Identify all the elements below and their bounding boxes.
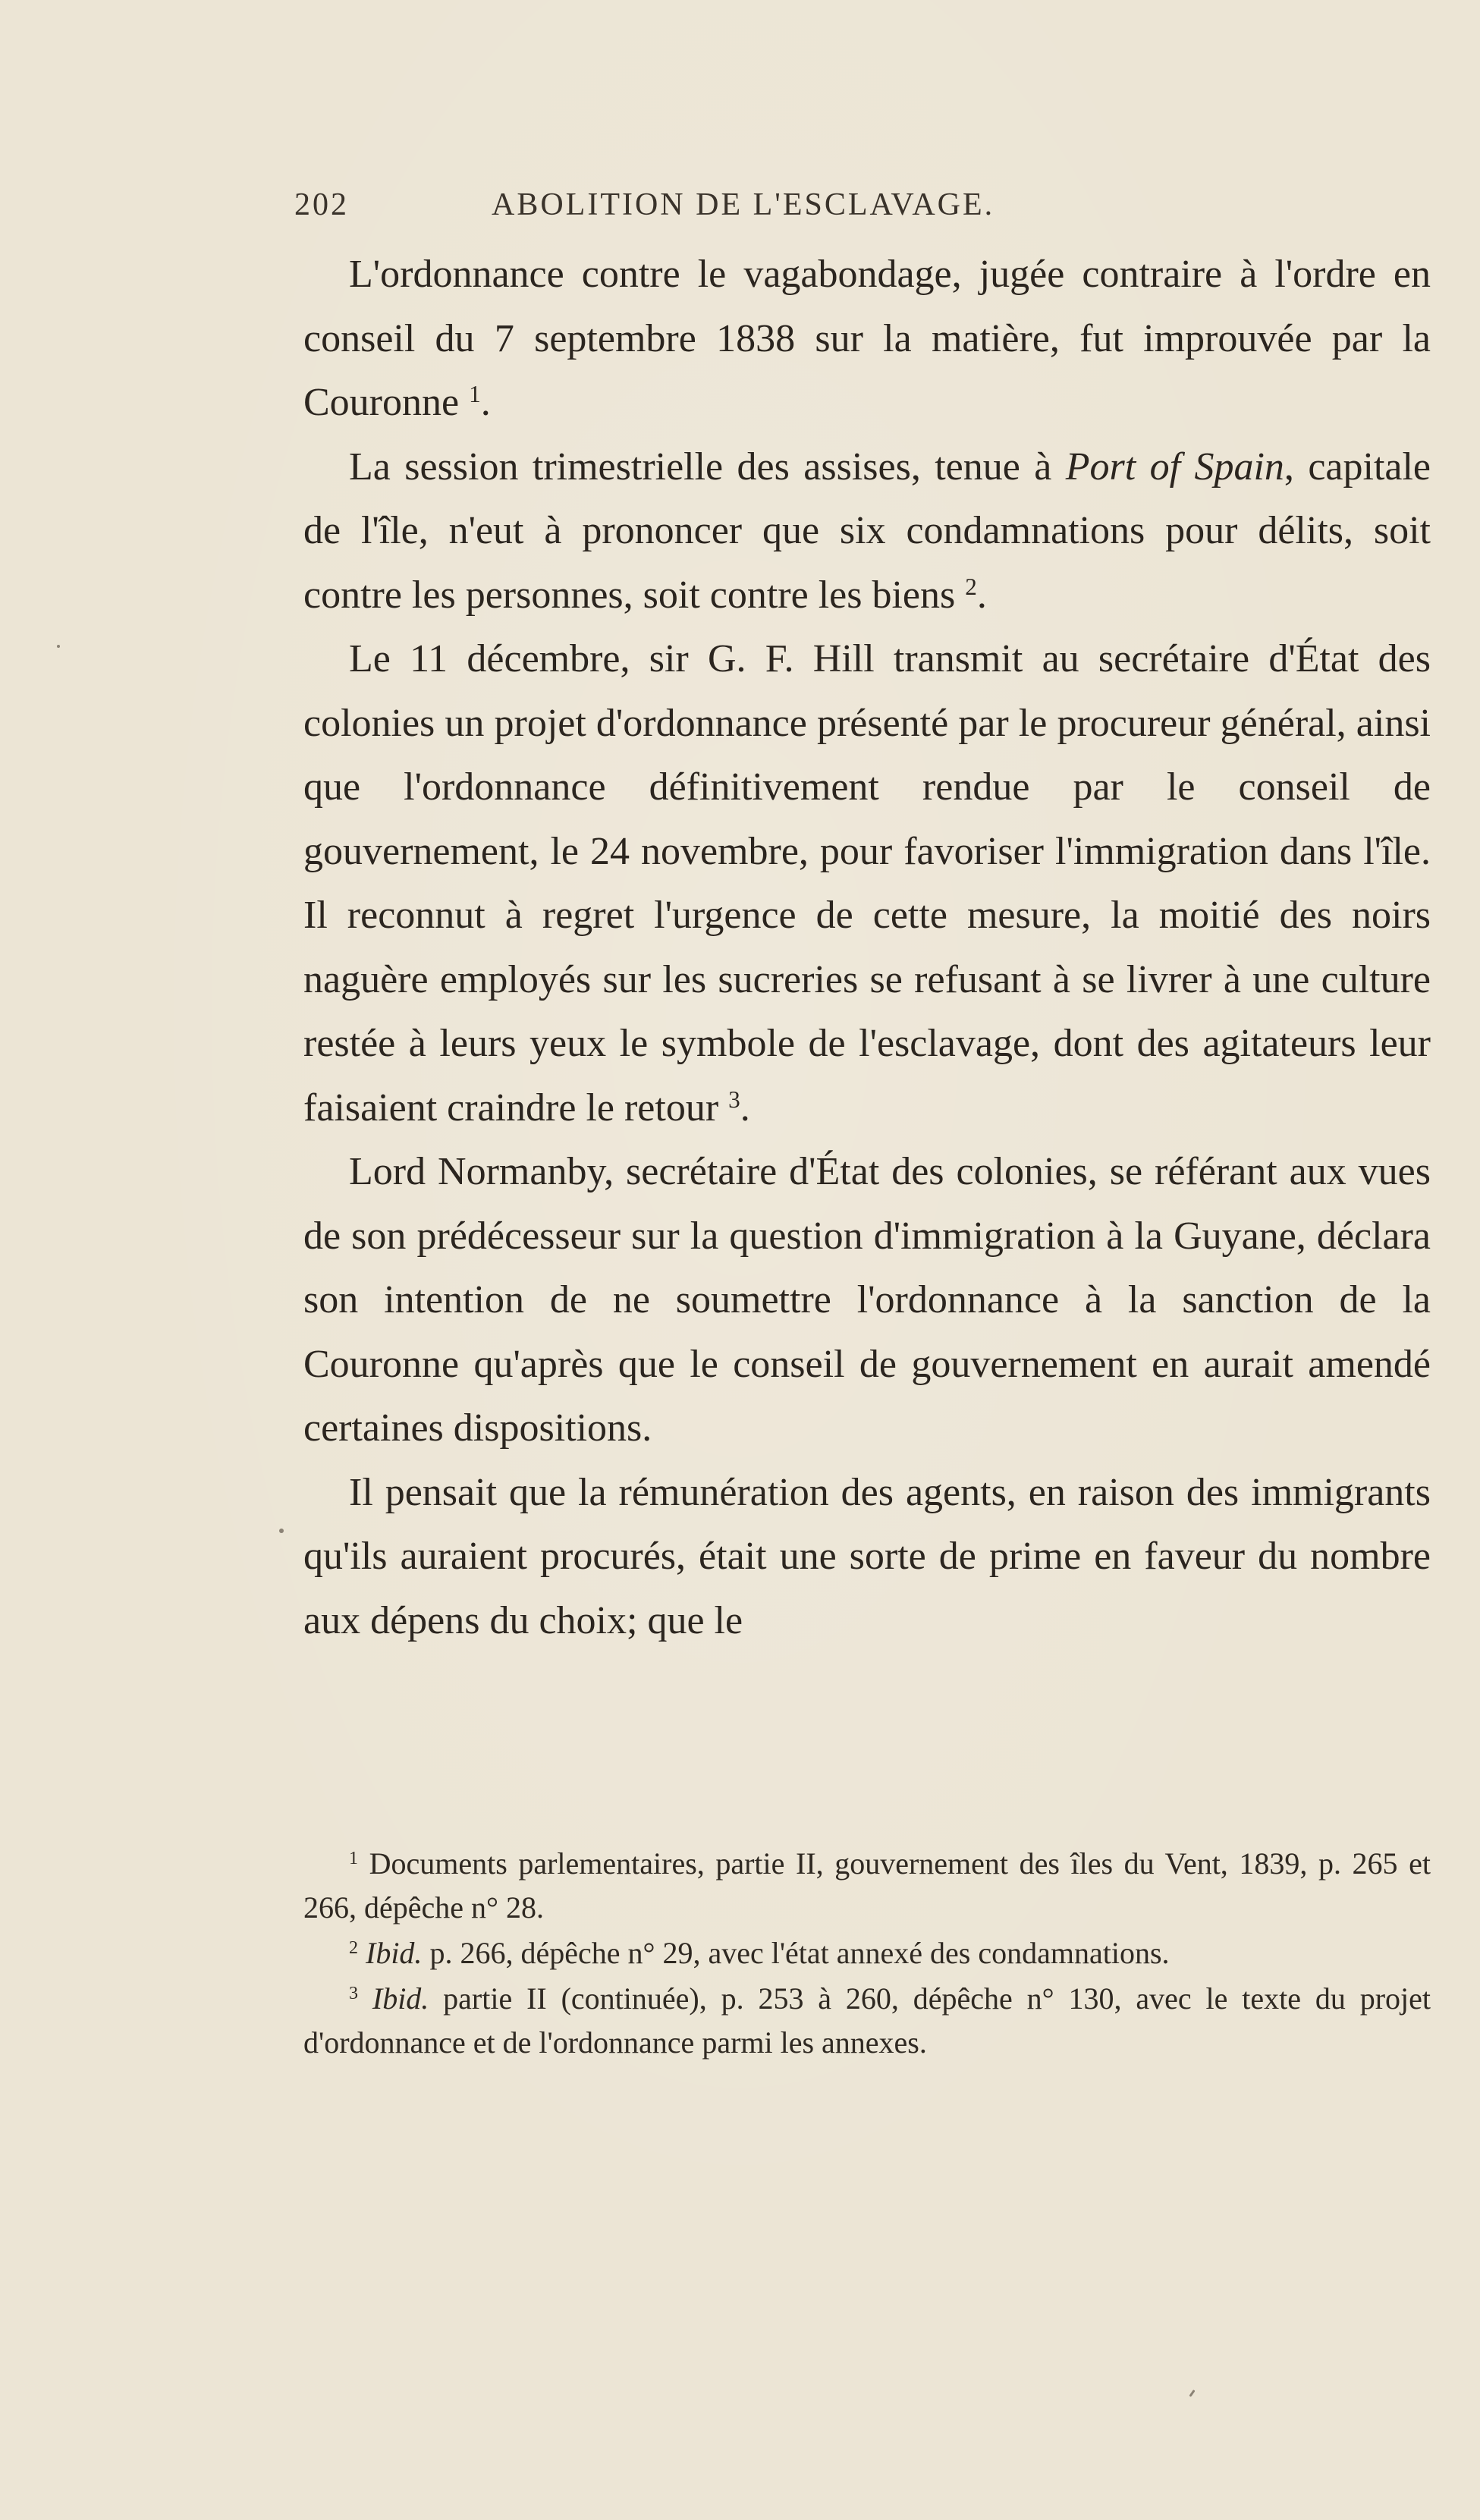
footnote-text: Documents parlementaires, partie II, gouvernement des îles du Vent, 1839, p. 265 et 266, dépêche n° 28. (303, 1846, 1431, 1925)
footnote-number: 2 (349, 1937, 358, 1958)
footnote (303, 1842, 1431, 1930)
text-run: , capitale de l'île, n'eut à prononcer que six condamnations pour délits, soit contre les personnes, soit contre les biens (303, 445, 1431, 617)
footnote-number: 3 (349, 1983, 358, 2003)
footnote (303, 1977, 1431, 2065)
margin-speck (57, 645, 60, 648)
text-run: . (976, 573, 987, 617)
text-run: L'ordonnance contre le vagabondage, jugée contraire à l'ordre en conseil du 7 septembre 1838 sur la matière, fut improuvée par la Couronne (303, 253, 1431, 424)
italic-run: Port of Spain (1065, 445, 1284, 489)
footnote (303, 1931, 1431, 1975)
footnote-text (358, 1936, 366, 1970)
footnotes (303, 1842, 1431, 2066)
footnote-text: p. 266, dépêche n° 29, avec l'état annexé des condamnations. (422, 1936, 1170, 1970)
text-run: Le 11 décembre, sir G. F. Hill transmit au secrétaire d'État des colonies un projet d'ordonnance présenté par le procureur général, ainsi que l'ordonnance définitivement rendue par le conseil de gouvernement, le 24 novembre, pour favoriser l'immigration dans l'île. Il reconnut à regret l'urgence de cette mesure, la moitié des noirs naguère employés sur les sucreries se refusant à se livrer à une culture restée à leurs yeux le symbole de l'esclavage, dont des agitateurs leur faisaient craindre le retour (303, 637, 1431, 1130)
footnote-text: partie II (continuée), p. 253 à 260, dépêche n° 130, avec le texte du projet d'ordonnance et de l'ordonnance parmi les annexes. (303, 1981, 1431, 2060)
paragraph (303, 1461, 1431, 1654)
footnote-italic: Ibid. (366, 1936, 423, 1970)
text-run: Il pensait que la rémunération des agents, en raison des immigrants qu'ils auraient procurés, était une sorte de prime en faveur du nombre aux dépens du choix; que le (303, 1470, 1431, 1642)
paragraph (303, 627, 1431, 1140)
margin-speck (1189, 2390, 1195, 2397)
footnote-ref: 1 (469, 380, 481, 407)
footnote-italic: Ibid. (372, 1981, 429, 2016)
footnote-ref: 3 (728, 1086, 740, 1113)
footnote-text (358, 1981, 372, 2016)
paragraph (303, 243, 1431, 435)
running-head: ABOLITION DE L'ESCLAVAGE. (492, 187, 995, 222)
main-text (303, 243, 1431, 1653)
text-run: Lord Normanby, secrétaire d'État des colonies, se référant aux vues de son prédécesseur sur la question d'immigration à la Guyane, déclara son intention de ne soumettre l'ordonnance à la sanction de la Couronne qu'après que le conseil de gouvernement en aurait amendé certaines dispositions. (303, 1150, 1431, 1450)
paragraph (303, 435, 1431, 628)
page-header (294, 187, 1280, 240)
margin-speck (279, 1529, 284, 1533)
text-run: . (480, 381, 491, 424)
page-number: 202 (294, 187, 349, 222)
text-run: . (740, 1086, 750, 1130)
text-run: La session trimestrielle des assises, tenue à (349, 445, 1066, 489)
paragraph (303, 1140, 1431, 1461)
footnote-ref: 2 (965, 573, 977, 600)
footnote-number: 1 (349, 1848, 358, 1868)
